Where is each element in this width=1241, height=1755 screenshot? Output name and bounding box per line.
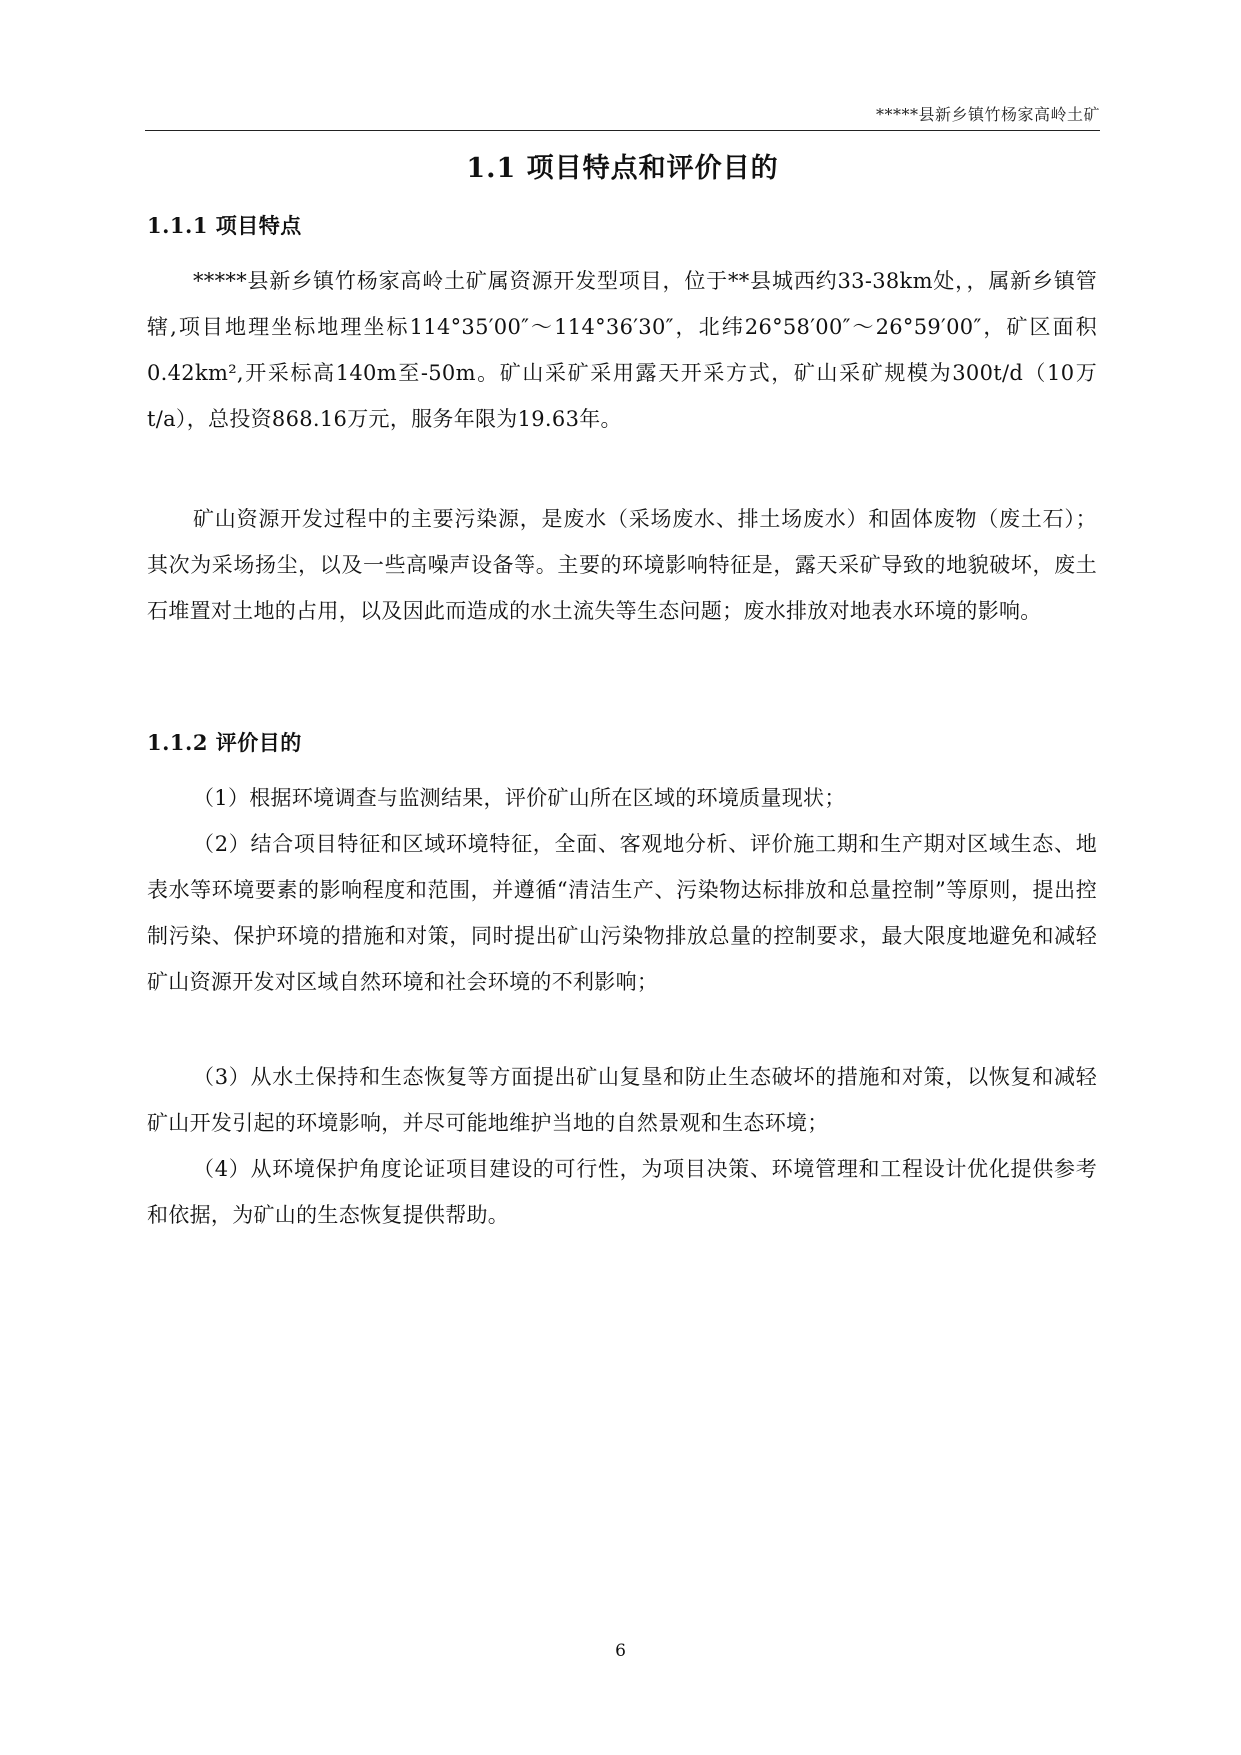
paragraph-project-overview: *****县新乡镇竹杨家高岭土矿属资源开发型项目，位于**县城西约33-38km处，，属新乡镇管辖,项目地理坐标地理坐标114°35′00″～114°36′30″，北纬26°58′00″～26°59′00″，矿区面积0.42km²,开采标高140m至-50m。矿山采矿采用露天开采方式，矿山采矿规模为300t/d（10万t/a），总投资868.16万元，服务年限为19.63年。 [147,269,1097,431]
list-item-purpose-2: （2）结合项目特征和区域环境特征，全面、客观地分析、评价施工期和生产期对区域生态、地表水等环境要素的影响程度和范围，并遵循“清洁生产、污染物达标排放和总量控制”等原则，提出控制污染、保护环境的措施和对策，同时提出矿山污染物排放总量的控制要求，最大限度地避免和减轻矿山资源开发对区域自然环境和社会环境的不利影响； [147,832,1097,994]
list-item-purpose-1: （1）根据环境调查与监测结果，评价矿山所在区域的环境质量现状； [193,786,846,810]
page-header [145,100,1100,131]
page-number: 6 [615,1641,626,1661]
running-title: *****县新乡镇竹杨家高岭土矿 [875,105,1100,124]
subsection-heading-evaluation-purpose: 1.1.2 评价目的 [147,730,302,755]
section-title: 1.1 项目特点和评价目的 [466,153,779,184]
subsection-heading-project-features: 1.1.1 项目特点 [147,213,302,238]
paragraph-pollution-sources: 矿山资源开发过程中的主要污染源，是废水（采场废水、排土场废水）和固体废物（废土石）；其次为采场扬尘，以及一些高噪声设备等。主要的环境影响特征是，露天采矿导致的地貌破坏，废土石堆置对土地的占用，以及因此而造成的水土流失等生态问题；废水排放对地表水环境的影响。 [147,507,1097,623]
list-item-purpose-3: （3）从水土保持和生态恢复等方面提出矿山复垦和防止生态破坏的措施和对策，以恢复和减轻矿山开发引起的环境影响，并尽可能地维护当地的自然景观和生态环境； [147,1065,1097,1135]
list-item-purpose-4: （4）从环境保护角度论证项目建设的可行性，为项目决策、环境管理和工程设计优化提供参考和依据，为矿山的生态恢复提供帮助。 [147,1157,1097,1227]
